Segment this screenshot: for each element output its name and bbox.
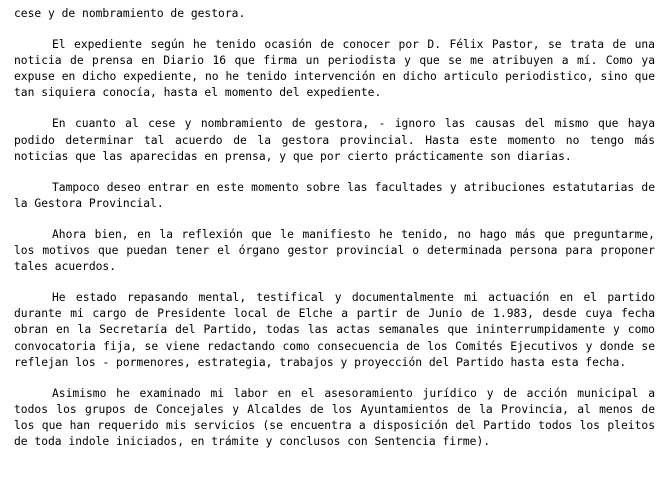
- paragraph: Tampoco deseo entrar en este momento sobre las facultades y atribuciones estatutarias de la Gestora Provincial.: [14, 180, 655, 210]
- paragraph: Asimismo he examinado mi labor en el asesoramiento jurídico y de acción municipal a todos los grupos de Concejales y Alcaldes de los Ayuntamientos de la Provincia, al menos de los que han requerido mis servicios (se encuentra a disposición del Partido todos los pleitos de toda indole iniciados, en trámite y conclusos con Sentencia firme).: [14, 386, 655, 448]
- paragraph: Ahora bien, en la reflexión que le manifiesto he tenido, no hago más que preguntarme, los motivos que puedan tener el órgano gestor provincial o determinada persona para proponer tales acuerdos.: [14, 227, 655, 274]
- paragraph: El expediente según he tenido ocasión de conocer por D. Félix Pastor, se trata de una noticia de prensa en Diario 16 que firma un periodista y que se me atribuyen a mí. Como ya expuse en dicho expediente, no he tenido intervención en dicho articulo periodistico, sino que tan siquiera conocía, hasta el momento del expediente.: [14, 38, 655, 100]
- paragraph: He estado repasando mental, testifical y documentalmente mi actuación en el partido durante mi cargo de Presidente local de Elche a partir de Junio de 1.983, desde cuya fecha obran en la Secretaría del Partido, todas las actas semanales que ininterrumpidamente y como convocatoria fija, se viene redactando como consecuencia de los Comités Ejecutivos y donde se reflejan los - pormenores, estrategia, trabajos y proyección del Partido hasta esta fecha.: [14, 291, 655, 369]
- paragraph: cese y de nombramiento de gestora.: [14, 7, 246, 20]
- paragraph: En cuanto al cese y nombramiento de gestora, - ignoro las causas del mismo que haya podido determinar tal acuerdo de la gestora provincial. Hasta este momento no tengo más noticias que las aparecidas en prensa, y que por cierto prácticamente son diarias.: [14, 117, 655, 163]
- document-body: [14, 6, 655, 450]
